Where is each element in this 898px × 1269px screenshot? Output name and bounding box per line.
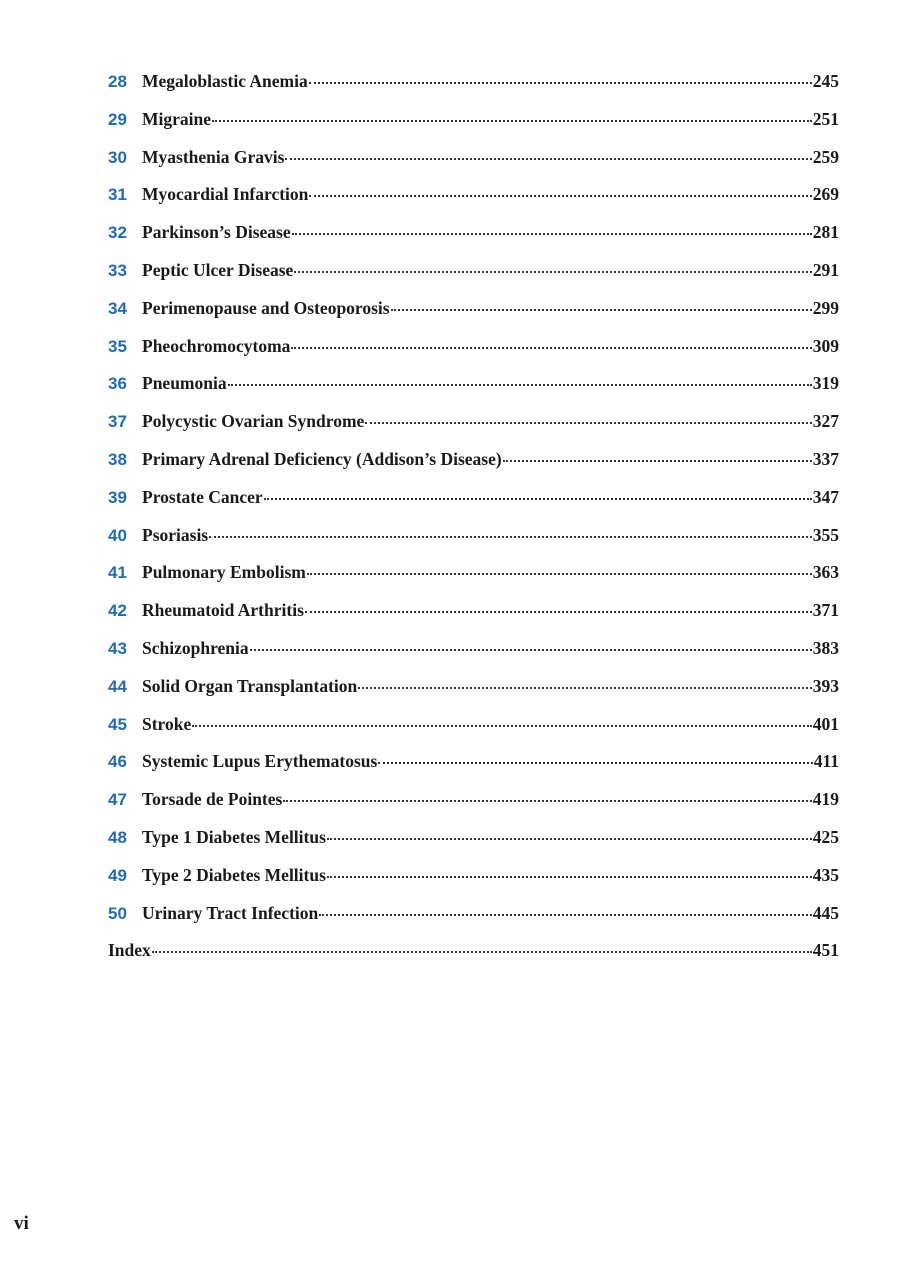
chapter-title: Schizophrenia	[142, 637, 249, 658]
dot-leader	[264, 498, 812, 500]
dot-leader	[292, 233, 812, 235]
dot-leader	[228, 384, 812, 386]
dot-leader	[391, 309, 812, 311]
page-number: 337	[812, 448, 839, 469]
page-number: 445	[812, 902, 839, 923]
toc-entry[interactable]	[108, 789, 839, 827]
chapter-title: Prostate Cancer	[142, 486, 263, 507]
chapter-title: Polycystic Ovarian Syndrome	[142, 411, 365, 432]
toc-entry[interactable]	[108, 71, 839, 109]
chapter-title: Peptic Ulcer Disease	[142, 259, 294, 280]
dot-leader	[319, 914, 811, 916]
chapter-title: Stroke	[142, 713, 192, 734]
chapter-number: 49	[108, 865, 127, 885]
chapter-title: Primary Adrenal Deficiency (Addison’s Disease)	[142, 448, 502, 469]
chapter-title: Myasthenia Gravis	[142, 146, 285, 167]
dot-leader	[309, 195, 811, 197]
toc-entry[interactable]	[108, 525, 839, 563]
chapter-number: 44	[108, 676, 127, 696]
page-number: 347	[812, 486, 839, 507]
page-number: 451	[812, 940, 839, 961]
chapter-title: Systemic Lupus Erythematosus	[142, 751, 378, 772]
page-number: 245	[812, 71, 839, 91]
chapter-number: 43	[108, 638, 127, 658]
page-number: 371	[812, 600, 839, 621]
chapter-title: Solid Organ Transplantation	[142, 675, 358, 696]
chapter-number: 36	[108, 374, 127, 394]
toc-entry[interactable]	[108, 336, 839, 374]
chapter-number: 37	[108, 412, 127, 432]
toc-entry[interactable]	[108, 184, 839, 222]
chapter-title: Torsade de Pointes	[142, 789, 283, 810]
toc-entry[interactable]	[108, 298, 839, 336]
toc-entry[interactable]	[108, 676, 839, 714]
page-folio: vi	[14, 1213, 29, 1234]
chapter-number: 33	[108, 260, 127, 280]
chapter-title: Megaloblastic Anemia	[142, 71, 308, 91]
page-number: 383	[812, 637, 839, 658]
page-number: 269	[812, 184, 839, 205]
chapter-title: Pulmonary Embolism	[142, 562, 306, 583]
chapter-title: Perimenopause and Osteoporosis	[142, 297, 390, 318]
page-number: 327	[812, 411, 839, 432]
dot-leader	[285, 158, 811, 160]
page-number: 425	[812, 826, 839, 847]
dot-leader	[305, 611, 812, 613]
toc-entry[interactable]	[108, 600, 839, 638]
page-number: 291	[812, 259, 839, 280]
dot-leader	[291, 347, 811, 349]
chapter-number: 32	[108, 223, 127, 243]
dot-leader	[327, 838, 812, 840]
dot-leader	[503, 460, 812, 462]
toc-entry[interactable]	[108, 865, 839, 903]
chapter-number: 48	[108, 827, 127, 847]
page-number: 393	[812, 675, 839, 696]
dot-leader	[283, 800, 811, 802]
chapter-number: 35	[108, 336, 127, 356]
toc-entry[interactable]	[108, 562, 839, 600]
toc-entry[interactable]	[108, 260, 839, 298]
page-number: 435	[812, 864, 839, 885]
page-number: 319	[812, 373, 839, 394]
chapter-number: 45	[108, 714, 127, 734]
table-of-contents	[108, 71, 839, 978]
chapter-number: 46	[108, 752, 127, 772]
toc-entry[interactable]	[108, 222, 839, 260]
chapter-number: 50	[108, 903, 127, 923]
chapter-title: Pneumonia	[142, 373, 227, 394]
toc-entry[interactable]	[108, 751, 839, 789]
toc-entry[interactable]	[108, 449, 839, 487]
chapter-title: Type 2 Diabetes Mellitus	[142, 864, 326, 885]
chapter-number: 47	[108, 790, 127, 810]
chapter-title: Pheochromocytoma	[142, 335, 291, 356]
chapter-number: 30	[108, 147, 127, 167]
dot-leader	[209, 536, 812, 538]
toc-entry[interactable]	[108, 411, 839, 449]
dot-leader	[327, 876, 812, 878]
page-number: 363	[812, 562, 839, 583]
page-number: 401	[812, 713, 839, 734]
dot-leader	[307, 573, 812, 575]
dot-leader	[294, 271, 811, 273]
toc-entry-index[interactable]	[108, 940, 839, 978]
chapter-title: Rheumatoid Arthritis	[142, 600, 304, 621]
chapter-title: Migraine	[142, 108, 212, 129]
page-number: 259	[812, 146, 839, 167]
dot-leader	[212, 120, 812, 122]
page-number: 355	[812, 524, 839, 545]
dot-leader	[152, 951, 812, 953]
chapter-title: Type 1 Diabetes Mellitus	[142, 826, 326, 847]
page-number: 309	[812, 335, 839, 356]
chapter-title: Parkinson’s Disease	[142, 222, 291, 243]
dot-leader	[378, 762, 812, 764]
toc-entry[interactable]	[108, 827, 839, 865]
chapter-title: Psoriasis	[142, 524, 209, 545]
chapter-number: 28	[108, 72, 127, 91]
chapter-number: 34	[108, 298, 127, 318]
chapter-title: Myocardial Infarction	[142, 184, 309, 205]
chapter-number: 41	[108, 563, 127, 583]
dot-leader	[192, 725, 811, 727]
toc-entry[interactable]	[108, 147, 839, 185]
index-title: Index	[108, 940, 151, 961]
chapter-title: Urinary Tract Infection	[142, 902, 319, 923]
page-number: 299	[812, 297, 839, 318]
toc-entry[interactable]	[108, 714, 839, 752]
dot-leader	[365, 422, 811, 424]
dot-leader	[358, 687, 812, 689]
toc-entry[interactable]	[108, 903, 839, 941]
chapter-number: 29	[108, 109, 127, 129]
page-number: 251	[812, 108, 839, 129]
page-number: 281	[812, 222, 839, 243]
chapter-number: 38	[108, 449, 127, 469]
toc-entry[interactable]	[108, 109, 839, 147]
toc-entry[interactable]	[108, 373, 839, 411]
dot-leader	[309, 82, 812, 84]
dot-leader	[250, 649, 812, 651]
chapter-number: 42	[108, 601, 127, 621]
toc-entry[interactable]	[108, 487, 839, 525]
page-number: 419	[812, 789, 839, 810]
page-number: 411	[813, 751, 839, 772]
chapter-number: 39	[108, 487, 127, 507]
chapter-number: 40	[108, 525, 127, 545]
toc-entry[interactable]	[108, 638, 839, 676]
chapter-number: 31	[108, 185, 127, 205]
